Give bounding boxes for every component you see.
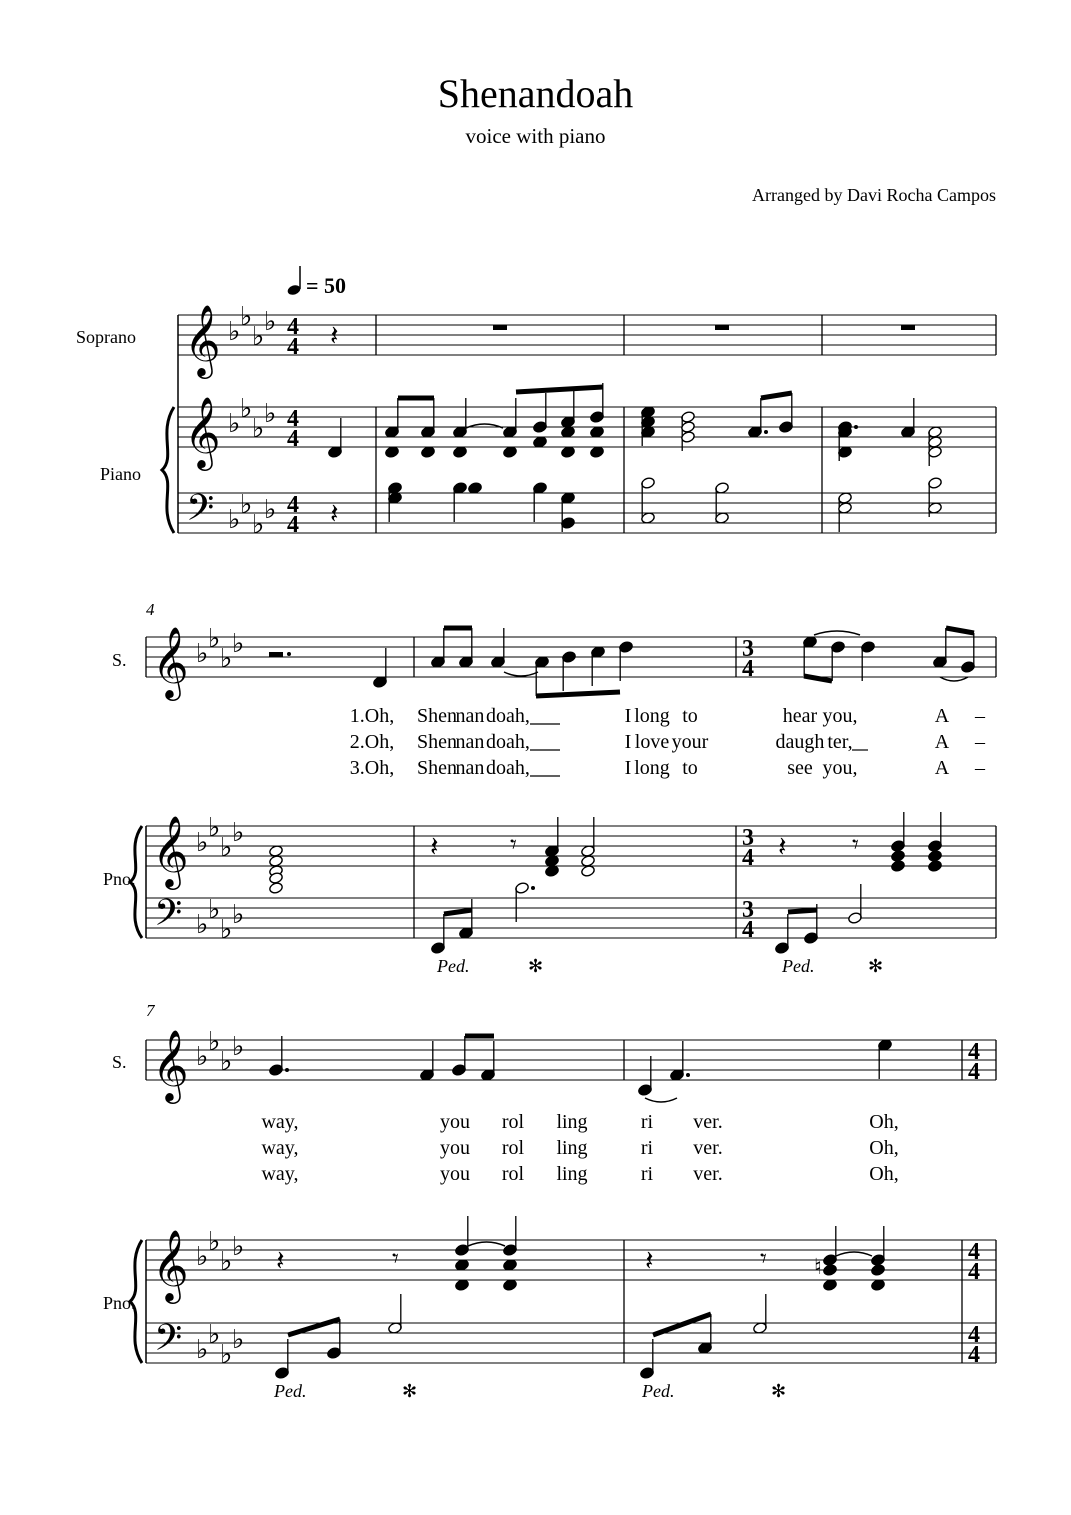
lyric-syllable: hear [782,705,818,727]
lyric-syllable: rol [501,1137,525,1159]
note [459,628,474,668]
piece-title: Shenandoah [437,71,634,116]
note [641,477,656,517]
note [459,899,474,939]
whole-rest [715,325,729,330]
treble-clef: 𝄞 [152,1232,189,1300]
lyric-syllable: 2.Oh, [349,731,395,753]
lyric-syllable: Oh, [869,1163,899,1185]
note [533,393,548,433]
flat-accidental: ♭ [228,409,241,438]
lyric-syllable: – [975,705,985,727]
whole-rest [493,325,507,330]
piano-treble-staff-3 [146,1240,996,1280]
lyric-syllable: doah, [486,705,530,727]
label-piano: Piano [100,464,142,484]
lyric-syllable: 3.Oh, [349,757,395,779]
lyric-syllable: ri [640,1137,654,1159]
lyric-syllable: love [634,731,670,753]
note [455,1216,470,1256]
lyric-syllable: Shen [417,757,457,779]
treble-clef: 𝄞 [152,629,189,697]
flat-accidental: ♭ [196,1042,209,1071]
flat-accidental: ♭ [220,915,233,944]
lyric-syllable: Shen [417,705,457,727]
beam [444,910,472,914]
lyric-syllable: to [682,705,698,727]
flat-accidental: ♭ [208,624,221,653]
note [275,1339,290,1379]
flat-accidental: ♭ [220,644,233,673]
time-signature-numerator: 4 [968,1039,980,1065]
lyric-syllable: ter, [827,731,853,753]
note [515,882,535,922]
note [535,656,550,696]
time-signature-denominator: 4 [742,917,754,943]
note [453,482,468,522]
lyric-syllable: – [975,731,985,753]
flat-accidental: ♭ [252,322,265,351]
lyric-syllable: long [634,757,670,779]
tie [504,672,538,676]
staves [130,302,996,1369]
time-signature-denominator: 4 [968,1342,980,1368]
beam [653,1314,711,1335]
note [373,648,388,688]
note [581,817,596,857]
lyric-syllable: ver. [693,1137,723,1159]
note [831,641,846,681]
time-signature-denominator: 4 [742,656,754,682]
label-soprano: Soprano [76,327,136,347]
lyric-syllable: you, [822,757,858,779]
note [385,398,400,438]
lyric-syllable: ling [556,1163,588,1185]
note [753,1294,768,1334]
lyric-syllable: you [440,1163,470,1185]
note [619,641,634,681]
lyric-syllable: way, [261,1137,299,1159]
lyric-syllable: ri [640,1163,654,1185]
flat-accidental: ♭ [208,1227,221,1256]
lyric-syllable: doah, [486,731,530,753]
tie [940,677,968,681]
piece-subtitle: voice with piano [465,124,606,148]
tie [836,1252,872,1256]
quarter-rest: 𝄽 [430,832,439,863]
note [640,1339,655,1379]
lyrics [261,705,986,1185]
piano-bass-staff-2 [146,898,996,938]
lyric-syllable: rol [501,1111,525,1133]
time-signature-numerator: 4 [287,406,299,432]
flat-accidental: ♭ [264,495,277,524]
lyric-syllable: rol [501,1163,525,1185]
note [928,850,943,863]
lyric-syllable: Oh, [869,1111,899,1133]
flat-accidental: ♭ [232,1232,245,1261]
flat-accidental: ♭ [240,302,253,331]
note [823,1264,838,1277]
flat-accidental: ♭ [196,828,209,857]
lyric-syllable: 1.Oh, [349,705,395,727]
treble-clef: 𝄞 [184,399,221,467]
flat-accidental: ♭ [228,505,241,534]
pedal-up-marking: ✻ [771,1381,787,1401]
label-soprano-short-2: S. [112,650,127,670]
time-signature-numerator: 3 [742,636,754,662]
note [591,646,606,686]
time-signature-denominator: 4 [968,1259,980,1285]
lyric-syllable: long [634,705,670,727]
pedal-down-marking: Ped. [642,1381,675,1401]
piano-treble-staff-1 [178,407,996,447]
flat-accidental: ♭ [208,1027,221,1056]
note [388,1294,403,1334]
lyric-syllable: I [624,757,632,779]
note [823,1226,838,1266]
flat-accidental: ♭ [264,399,277,428]
dot [287,652,291,656]
flat-accidental: ♭ [232,1325,245,1354]
bass-clef: 𝄢 [186,488,215,537]
note [452,1036,467,1076]
flat-accidental: ♭ [220,1047,233,1076]
note [775,914,790,954]
eighth-rest: 𝄾 [392,1244,399,1273]
note [779,393,794,433]
measure-number-7: 7 [146,1001,155,1020]
piano-bass-staff-3 [146,1323,996,1363]
flat-accidental: ♭ [232,629,245,658]
bass-clef: 𝄢 [154,893,183,942]
flat-accidental: ♭ [264,307,277,336]
bass-clef: 𝄢 [154,1318,183,1367]
flat-accidental: ♭ [220,1247,233,1276]
note [269,882,284,895]
lyric-syllable: A [934,757,950,779]
beam [516,387,603,392]
lyric-syllable: – [975,757,985,779]
flat-accidental: ♭ [232,900,245,929]
note [848,884,863,924]
quarter-rest: 𝄽 [276,1246,285,1277]
piano-brace [130,1240,142,1363]
soprano-staff-1 [178,315,996,355]
flat-accidental: ♭ [240,394,253,423]
lyric-syllable: A [934,731,950,753]
flat-accidental: ♭ [196,1242,209,1271]
note [503,1216,518,1256]
time-signature-denominator: 4 [287,512,299,538]
lyric-syllable: ver. [693,1163,723,1185]
time-signature-numerator: 4 [287,492,299,518]
note [503,398,518,438]
time-signature-denominator: 4 [287,334,299,360]
note [871,1264,886,1277]
note [421,398,436,438]
lyric-syllable: ling [556,1137,588,1159]
flat-accidental: ♭ [252,510,265,539]
label-piano-short-3: Pno. [103,1293,136,1313]
time-signature-numerator: 4 [968,1322,980,1348]
flat-accidental: ♭ [208,813,221,842]
flat-accidental: ♭ [196,1335,209,1364]
notes [269,321,976,1379]
lyric-syllable: you [440,1111,470,1133]
time-signature-numerator: 3 [742,897,754,923]
flat-accidental: ♭ [252,414,265,443]
pedal-up-marking: ✻ [868,956,884,976]
note [491,628,506,668]
beam [536,692,620,696]
lyric-syllable: ling [556,1111,588,1133]
half-rest [269,652,283,657]
eighth-rest: 𝄾 [852,830,859,859]
lyric-syllable: Shen [417,731,457,753]
piano-brace [130,826,142,938]
lyric-syllable: A [934,705,950,727]
note [545,817,560,857]
lyric-syllable: see [787,757,813,779]
treble-clef: 𝄞 [152,818,189,886]
tie [645,1098,677,1102]
lyric-syllable: I [624,731,632,753]
quarter-rest: 𝄽 [330,321,339,352]
time-signature-denominator: 4 [968,1059,980,1085]
lyric-syllable: daugh [775,731,825,753]
beam [946,628,974,633]
tempo-text: = 50 [306,273,347,298]
natural-accidental: ♮ [814,1254,822,1279]
beam [761,393,792,398]
flat-accidental: ♭ [196,639,209,668]
pedal-up-marking: ✻ [528,956,544,976]
piano-bass-staff-1 [178,493,996,533]
lyric-syllable: you [440,1137,470,1159]
lyric-syllable: nan [455,705,485,727]
eighth-rest: 𝄾 [760,1244,767,1273]
note [533,482,548,522]
note [961,633,976,673]
flat-accidental: ♭ [208,895,221,924]
note [561,388,576,428]
flat-accidental: ♭ [240,490,253,519]
flat-accidental: ♭ [220,833,233,862]
lyric-syllable: doah, [486,757,530,779]
note [328,418,343,458]
quarter-rest: 𝄽 [778,832,787,863]
quarter-rest: 𝄽 [330,499,339,530]
pedal-down-marking: Ped. [274,1381,307,1401]
note [420,1041,435,1081]
note [748,398,768,438]
flat-accidental: ♭ [208,1320,221,1349]
pedal-down-marking: Ped. [437,956,470,976]
tempo-marking [286,266,346,298]
flat-accidental: ♭ [232,1032,245,1061]
tie [468,1242,505,1246]
note [891,850,906,863]
label-piano-short-2: Pno. [103,869,136,889]
note [431,628,446,668]
time-signature-numerator: 3 [742,825,754,851]
time-signature-denominator: 4 [742,845,754,871]
note [871,1226,886,1266]
treble-clef: 𝄞 [152,1032,189,1100]
time-signature-numerator: 4 [968,1239,980,1265]
note [861,641,876,681]
note [670,1041,690,1081]
lyric-syllable: your [671,731,709,753]
lyric-syllable: ver. [693,1111,723,1133]
lyric-syllable: Oh, [869,1137,899,1159]
pedal-down-marking: Ped. [782,956,815,976]
piano-brace [162,407,174,533]
measure-number-4: 4 [146,600,155,619]
note [878,1039,893,1079]
note [891,812,906,852]
note [638,1056,653,1096]
note [891,860,906,873]
note [928,860,943,873]
time-signature-numerator: 4 [287,314,299,340]
treble-clef: 𝄞 [184,307,221,375]
lyric-syllable: nan [455,757,485,779]
tie [814,631,860,635]
label-soprano-short-3: S. [112,1052,127,1072]
note [562,651,577,691]
note [933,628,948,668]
pedal-up-marking: ✻ [402,1381,418,1401]
note [901,398,916,438]
note [481,1041,496,1081]
whole-rest [901,325,915,330]
time-signature-denominator: 4 [287,426,299,452]
note [803,636,818,676]
lyric-syllable: nan [455,731,485,753]
lyric-syllable: way, [261,1163,299,1185]
lyric-syllable: ri [640,1111,654,1133]
flat-accidental: ♭ [196,910,209,939]
arranger-credit: Arranged by Davi Rocha Campos [752,185,996,205]
note [431,914,446,954]
note [928,812,943,852]
flat-accidental: ♭ [228,317,241,346]
lyric-syllable: you, [822,705,858,727]
quarter-rest: 𝄽 [645,1246,654,1277]
flat-accidental: ♭ [220,1340,233,1369]
note [453,398,468,438]
note [269,1036,289,1076]
lyric-syllable: I [624,705,632,727]
lyric-syllable: way, [261,1111,299,1133]
beam [788,910,817,912]
flat-accidental: ♭ [232,818,245,847]
lyric-syllable: to [682,757,698,779]
eighth-rest: 𝄾 [510,830,517,859]
